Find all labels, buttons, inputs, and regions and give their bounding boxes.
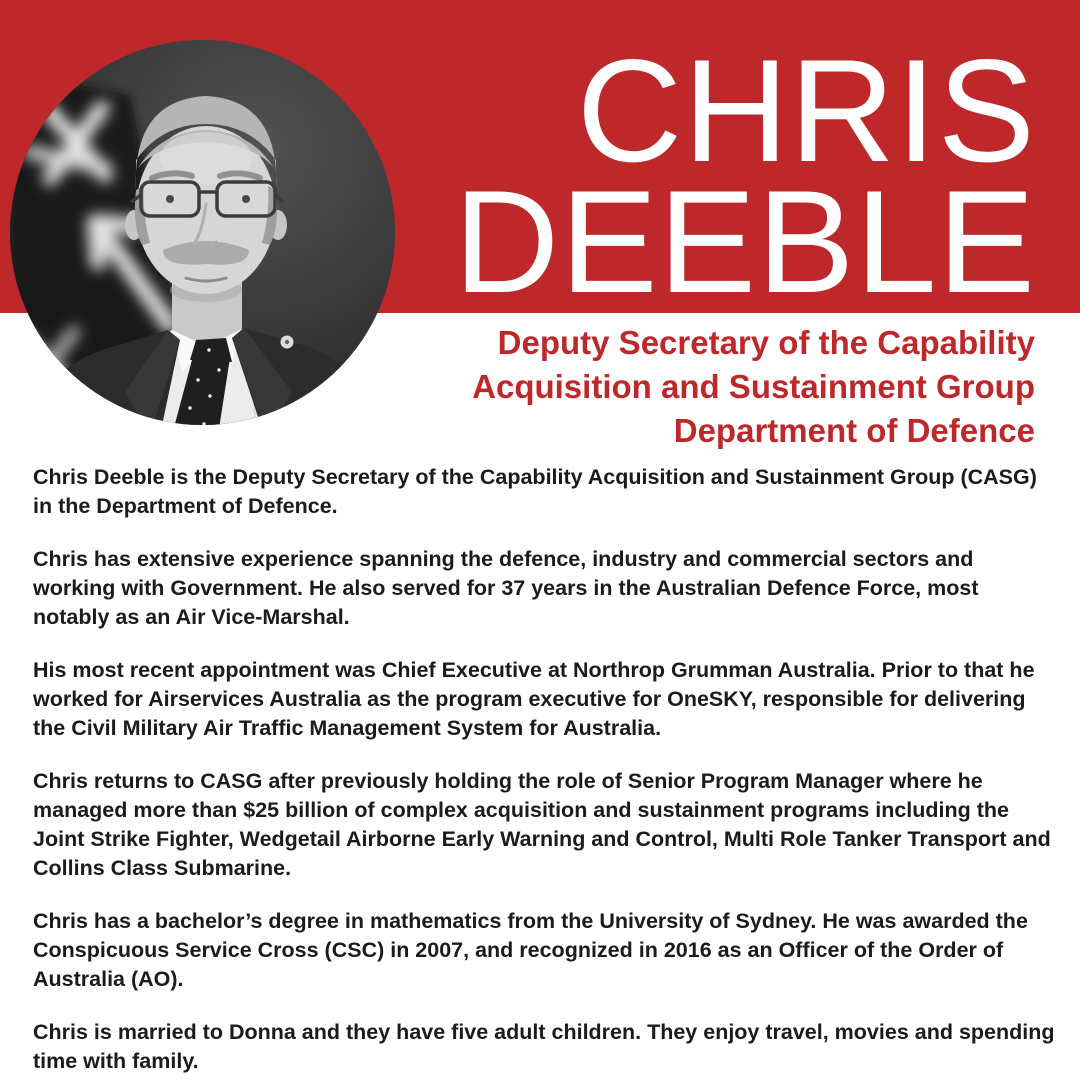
person-name (453, 29, 1080, 323)
bio-section (33, 463, 1062, 1080)
bio-line: Chris has extensive experience spanning the defence, industry and commercial sectors and (33, 547, 974, 571)
bio-line: Chris is married to Donna and they have five adult children. They enjoy travel, movies and spending (33, 1020, 1055, 1044)
person-role (472, 321, 1080, 453)
bio-line: notably as an Air Vice-Marshal. (33, 605, 350, 629)
bio-line: Conspicuous Service Cross (CSC) in 2007, and recognized in 2016 as an Officer of the Order of (33, 938, 1004, 962)
person-name-line-2: DEEBLE (453, 160, 1036, 323)
bio-line: the Civil Military Air Traffic Management System for Australia. (33, 716, 662, 740)
bio-line: worked for Airservices Australia as the program executive for OneSKY, responsible for delivering (33, 687, 1026, 711)
bio-paragraph (33, 545, 1062, 632)
bio-line: time with family. (33, 1049, 199, 1073)
person-role-line-2: Acquisition and Sustainment Group (472, 368, 1035, 405)
bio-line: in the Department of Defence. (33, 494, 338, 518)
bio-line: Chris has a bachelor’s degree in mathematics from the University of Sydney. He was awarded the (33, 909, 1028, 933)
bio-line: managed more than $25 billion of complex acquisition and sustainment programs including the (33, 798, 1010, 822)
person-role-line-1: Deputy Secretary of the Capability (497, 324, 1035, 361)
bio-paragraph (33, 1018, 1062, 1076)
bio-paragraph (33, 767, 1062, 883)
bio-paragraph (33, 656, 1062, 743)
bio-line: Chris Deeble is the Deputy Secretary of the Capability Acquisition and Sustainment Group (CASG) (33, 465, 1037, 489)
portrait-photo (10, 40, 395, 425)
bio-paragraph (33, 463, 1062, 521)
bio-line: His most recent appointment was Chief Executive at Northrop Grumman Australia. Prior to that he (33, 658, 1035, 682)
bio-line: Joint Strike Fighter, Wedgetail Airborne Early Warning and Control, Multi Role Tanker Transport and (33, 827, 1051, 851)
bio-line: Australia (AO). (33, 967, 184, 991)
bio-line: Collins Class Submarine. (33, 856, 292, 880)
person-name-line-1: CHRIS (576, 29, 1036, 192)
bio-paragraph (33, 907, 1062, 994)
person-role-line-3: Department of Defence (673, 412, 1035, 449)
bio-line: working with Government. He also served for 37 years in the Australian Defence Force, most (33, 576, 979, 600)
bio-line: Chris returns to CASG after previously holding the role of Senior Program Manager where he (33, 769, 983, 793)
